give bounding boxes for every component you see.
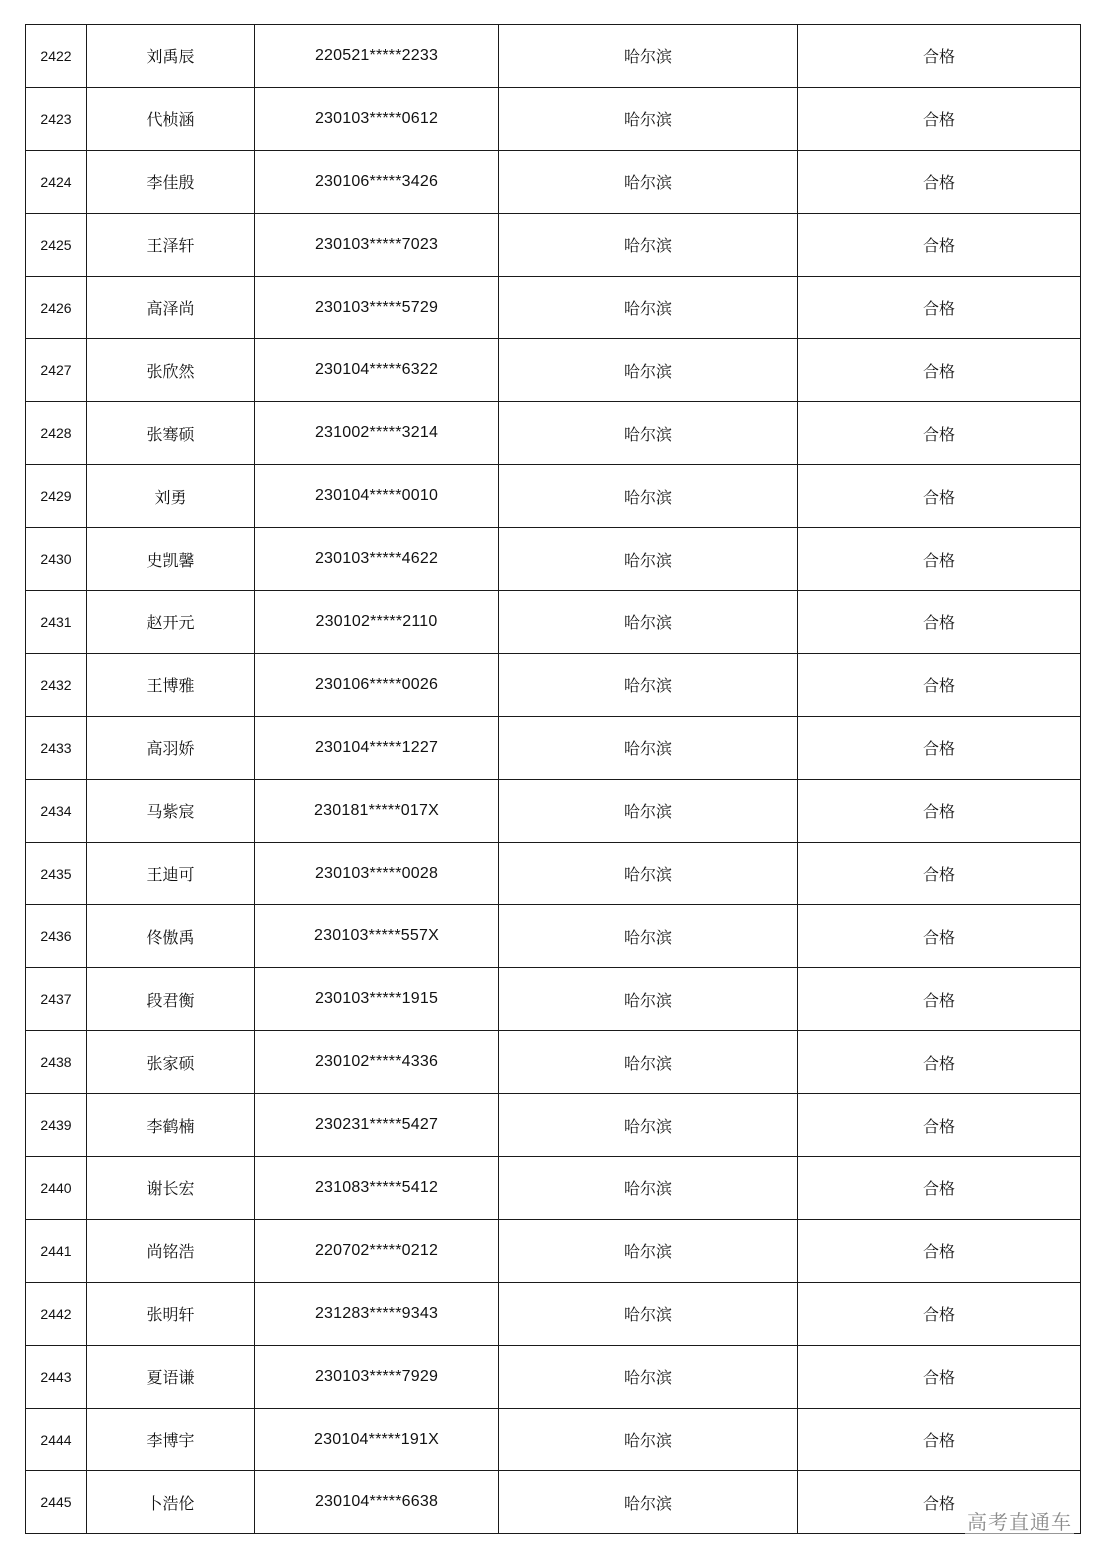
- cell-serial-number: 2425: [26, 213, 87, 276]
- cell-name: 刘禹辰: [87, 25, 255, 88]
- cell-city: 哈尔滨: [499, 465, 798, 528]
- cell-city: 哈尔滨: [499, 528, 798, 591]
- cell-result: 合格: [798, 213, 1081, 276]
- cell-name: 张家硕: [87, 1031, 255, 1094]
- cell-id-number: 230106*****0026: [255, 653, 499, 716]
- cell-name: 李佳殷: [87, 150, 255, 213]
- table-row: [26, 276, 1081, 339]
- cell-id-number: 230103*****557X: [255, 905, 499, 968]
- cell-id-number: 220702*****0212: [255, 1219, 499, 1282]
- cell-city: 哈尔滨: [499, 1031, 798, 1094]
- cell-city: 哈尔滨: [499, 842, 798, 905]
- cell-id-number: 230104*****6322: [255, 339, 499, 402]
- table-row: [26, 150, 1081, 213]
- cell-result: 合格: [798, 465, 1081, 528]
- cell-serial-number: 2423: [26, 87, 87, 150]
- cell-name: 刘勇: [87, 465, 255, 528]
- cell-serial-number: 2441: [26, 1219, 87, 1282]
- cell-city: 哈尔滨: [499, 653, 798, 716]
- cell-city: 哈尔滨: [499, 150, 798, 213]
- cell-id-number: 230103*****5729: [255, 276, 499, 339]
- table-row: [26, 87, 1081, 150]
- cell-serial-number: 2445: [26, 1471, 87, 1534]
- cell-serial-number: 2424: [26, 150, 87, 213]
- cell-result: 合格: [798, 779, 1081, 842]
- cell-id-number: 230104*****0010: [255, 465, 499, 528]
- cell-id-number: 230103*****7023: [255, 213, 499, 276]
- cell-serial-number: 2437: [26, 968, 87, 1031]
- cell-result: 合格: [798, 591, 1081, 654]
- cell-id-number: 230106*****3426: [255, 150, 499, 213]
- cell-city: 哈尔滨: [499, 213, 798, 276]
- cell-name: 夏语谦: [87, 1345, 255, 1408]
- cell-id-number: 230104*****1227: [255, 716, 499, 779]
- cell-result: 合格: [798, 276, 1081, 339]
- cell-name: 张明轩: [87, 1282, 255, 1345]
- table-row: [26, 1219, 1081, 1282]
- cell-id-number: 230103*****1915: [255, 968, 499, 1031]
- cell-city: 哈尔滨: [499, 25, 798, 88]
- cell-name: 段君衡: [87, 968, 255, 1031]
- cell-name: 卜浩伦: [87, 1471, 255, 1534]
- cell-serial-number: 2442: [26, 1282, 87, 1345]
- cell-name: 李博宇: [87, 1408, 255, 1471]
- watermark-text: 高考直通车: [965, 1506, 1074, 1535]
- cell-name: 尚铭浩: [87, 1219, 255, 1282]
- cell-id-number: 231283*****9343: [255, 1282, 499, 1345]
- cell-city: 哈尔滨: [499, 968, 798, 1031]
- cell-id-number: 230102*****4336: [255, 1031, 499, 1094]
- cell-result: 合格: [798, 25, 1081, 88]
- table-row: [26, 1408, 1081, 1471]
- table-row: [26, 779, 1081, 842]
- cell-city: 哈尔滨: [499, 87, 798, 150]
- table-row: [26, 842, 1081, 905]
- cell-city: 哈尔滨: [499, 905, 798, 968]
- table-row: [26, 1345, 1081, 1408]
- table-row: [26, 465, 1081, 528]
- cell-serial-number: 2434: [26, 779, 87, 842]
- cell-id-number: 230103*****0028: [255, 842, 499, 905]
- cell-serial-number: 2440: [26, 1157, 87, 1220]
- cell-id-number: 220521*****2233: [255, 25, 499, 88]
- table-row: [26, 339, 1081, 402]
- table-row: [26, 905, 1081, 968]
- cell-id-number: 230102*****2110: [255, 591, 499, 654]
- cell-result: 合格: [798, 402, 1081, 465]
- table-body: [26, 25, 1081, 1534]
- table-row: [26, 716, 1081, 779]
- cell-id-number: 230104*****6638: [255, 1471, 499, 1534]
- table-row: [26, 528, 1081, 591]
- cell-serial-number: 2430: [26, 528, 87, 591]
- cell-city: 哈尔滨: [499, 1471, 798, 1534]
- table-row: [26, 1157, 1081, 1220]
- cell-id-number: 230104*****191X: [255, 1408, 499, 1471]
- cell-id-number: 230181*****017X: [255, 779, 499, 842]
- cell-serial-number: 2432: [26, 653, 87, 716]
- cell-result: 合格: [798, 716, 1081, 779]
- cell-id-number: 230103*****7929: [255, 1345, 499, 1408]
- cell-result: 合格: [798, 842, 1081, 905]
- cell-id-number: 230231*****5427: [255, 1094, 499, 1157]
- cell-serial-number: 2433: [26, 716, 87, 779]
- cell-serial-number: 2439: [26, 1094, 87, 1157]
- cell-city: 哈尔滨: [499, 1094, 798, 1157]
- cell-city: 哈尔滨: [499, 402, 798, 465]
- table-row: [26, 1031, 1081, 1094]
- cell-id-number: 231002*****3214: [255, 402, 499, 465]
- cell-name: 谢长宏: [87, 1157, 255, 1220]
- cell-serial-number: 2438: [26, 1031, 87, 1094]
- cell-result: 合格: [798, 905, 1081, 968]
- cell-result: 合格: [798, 528, 1081, 591]
- cell-result: 合格: [798, 87, 1081, 150]
- cell-name: 代桢涵: [87, 87, 255, 150]
- cell-city: 哈尔滨: [499, 276, 798, 339]
- cell-id-number: 230103*****0612: [255, 87, 499, 150]
- table-row: [26, 1282, 1081, 1345]
- cell-id-number: 230103*****4622: [255, 528, 499, 591]
- cell-name: 王迪可: [87, 842, 255, 905]
- cell-result: 合格: [798, 1345, 1081, 1408]
- cell-serial-number: 2427: [26, 339, 87, 402]
- cell-city: 哈尔滨: [499, 591, 798, 654]
- table-row: [26, 213, 1081, 276]
- cell-name: 高泽尚: [87, 276, 255, 339]
- cell-id-number: 231083*****5412: [255, 1157, 499, 1220]
- cell-result: 合格: [798, 339, 1081, 402]
- cell-serial-number: 2422: [26, 25, 87, 88]
- cell-city: 哈尔滨: [499, 339, 798, 402]
- cell-city: 哈尔滨: [499, 1408, 798, 1471]
- cell-name: 赵开元: [87, 591, 255, 654]
- table-row: [26, 25, 1081, 88]
- cell-result: 合格: [798, 1157, 1081, 1220]
- cell-name: 张欣然: [87, 339, 255, 402]
- table-row: [26, 402, 1081, 465]
- cell-name: 王泽轩: [87, 213, 255, 276]
- table-row: [26, 968, 1081, 1031]
- cell-result: 合格: [798, 968, 1081, 1031]
- cell-name: 史凯馨: [87, 528, 255, 591]
- cell-result: 合格: [798, 1408, 1081, 1471]
- cell-result: 合格: [798, 150, 1081, 213]
- table-row: [26, 591, 1081, 654]
- table-row: [26, 1094, 1081, 1157]
- cell-name: 佟傲禹: [87, 905, 255, 968]
- cell-name: 李鹤楠: [87, 1094, 255, 1157]
- cell-result: 合格: [798, 653, 1081, 716]
- cell-result: 合格: [798, 1219, 1081, 1282]
- cell-name: 张骞硕: [87, 402, 255, 465]
- cell-serial-number: 2436: [26, 905, 87, 968]
- cell-serial-number: 2426: [26, 276, 87, 339]
- cell-city: 哈尔滨: [499, 1345, 798, 1408]
- cell-serial-number: 2428: [26, 402, 87, 465]
- cell-result: 合格: [798, 1471, 1081, 1534]
- cell-serial-number: 2429: [26, 465, 87, 528]
- cell-result: 合格: [798, 1094, 1081, 1157]
- cell-name: 王博雅: [87, 653, 255, 716]
- cell-serial-number: 2431: [26, 591, 87, 654]
- cell-serial-number: 2435: [26, 842, 87, 905]
- cell-city: 哈尔滨: [499, 1282, 798, 1345]
- results-table: [25, 24, 1081, 1534]
- cell-result: 合格: [798, 1031, 1081, 1094]
- cell-city: 哈尔滨: [499, 1157, 798, 1220]
- cell-serial-number: 2444: [26, 1408, 87, 1471]
- cell-city: 哈尔滨: [499, 779, 798, 842]
- cell-name: 马紫宸: [87, 779, 255, 842]
- cell-city: 哈尔滨: [499, 716, 798, 779]
- cell-serial-number: 2443: [26, 1345, 87, 1408]
- table-row: [26, 653, 1081, 716]
- table-row: [26, 1471, 1081, 1534]
- cell-city: 哈尔滨: [499, 1219, 798, 1282]
- cell-name: 高羽娇: [87, 716, 255, 779]
- cell-result: 合格: [798, 1282, 1081, 1345]
